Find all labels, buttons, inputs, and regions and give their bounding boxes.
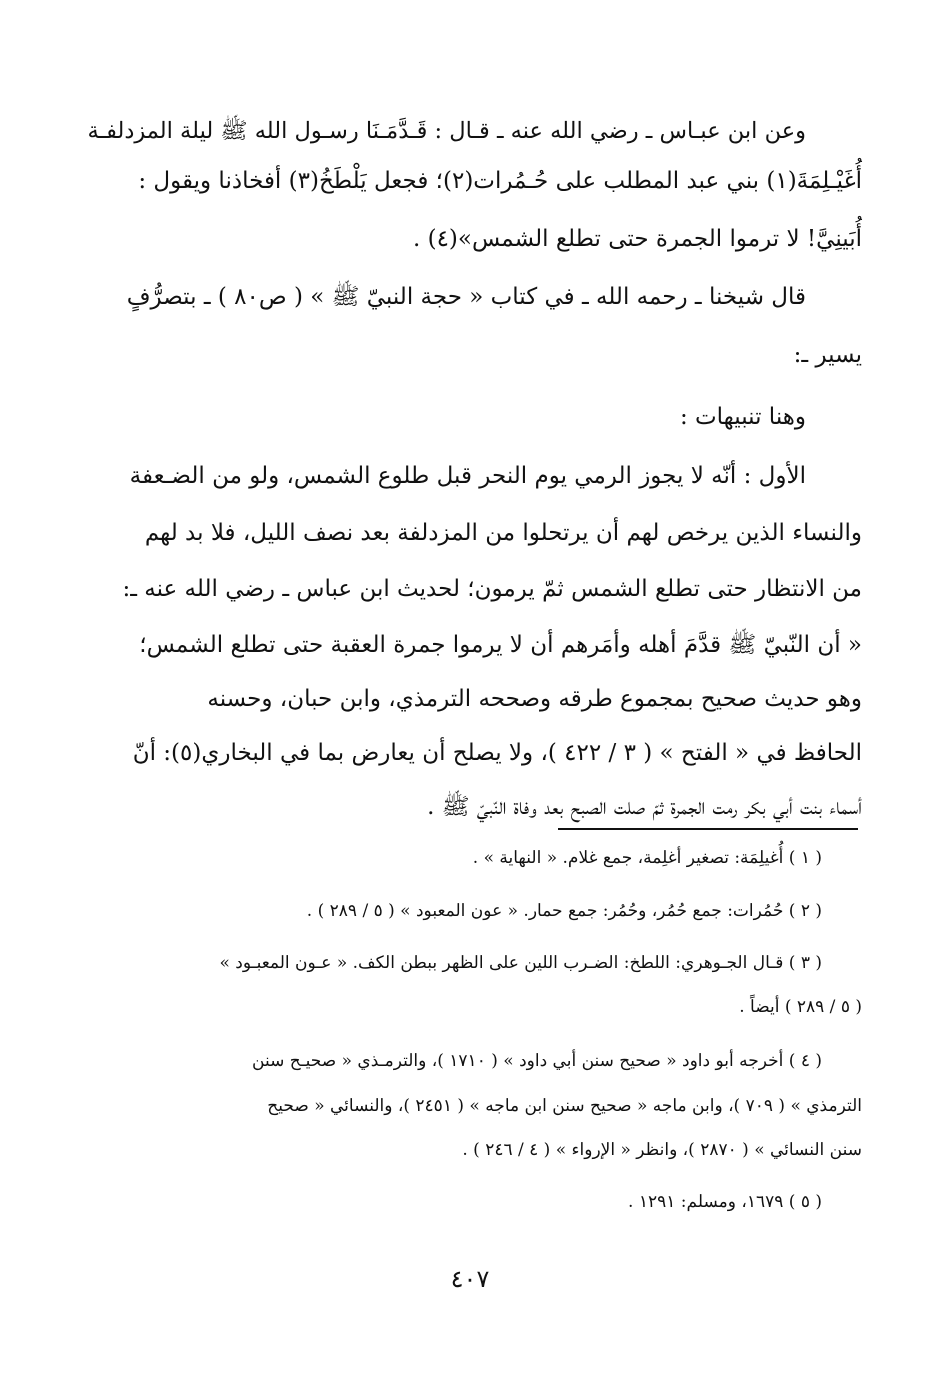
footnote-separator	[558, 828, 858, 830]
section-heading: وهنا تنبيهات :	[679, 404, 806, 430]
body-line-12: الحافظ في « الفتح » ( ٣ / ٤٢٢ )، ولا يصلح أن يعارض بما في البخاري(٥): أنّ	[132, 740, 862, 766]
body-line-7: الأول : أنّه لا يجوز الرمي يوم النحر قبل طلوع الشمس، ولو من الضـعفة	[129, 463, 806, 489]
body-line-10: « أن النّبيّ ﷺ قدَّمَ أهله وأمَرهم أن لا يرموا جمرة العقبة حتى تطلع الشمس؛	[139, 632, 862, 658]
footnote-1: ( ١ ) أُغيلِمَة: تصغير أغلِمة، جمع غلام. « النهاية » .	[472, 848, 822, 868]
body-line-11: وهو حديث صحيح بمجموع طرقه وصححه الترمذي، وابن حبان، وحسنه	[207, 686, 862, 712]
body-line-8: والنساء الذين يرخص لهم أن يرتحلوا من المزدلفة بعد نصف الليل، فلا بد لهم	[144, 520, 862, 546]
footnote-5: ( ٥ ) ١٦٧٩، ومسلم: ١٢٩١ .	[628, 1192, 822, 1212]
footnote-4-line-2: الترمذي » ( ٧٠٩ )، وابن ماجه « صحيح سنن ابن ماجه » ( ٢٤٥١ )، والنسائي « صحيح	[267, 1096, 862, 1116]
footnote-3-line-1: ( ٣ ) قـال الجـوهري: اللطخ: الضـرب اللين على الظهر ببطن الكف. « عـون المعبـود »	[219, 953, 822, 973]
body-line-9: من الانتظار حتى تطلع الشمس ثمّ يرمون؛ لحديث ابن عباس ـ رضي الله عنه ـ:	[122, 576, 862, 602]
footnote-2: ( ٢ ) حُمُرات: جمع حُمُر، وحُمُر: جمع حمار. « عون المعبود » ( ٥ / ٢٨٩ ) .	[306, 901, 822, 921]
body-line-5: يسير ـ:	[793, 342, 862, 368]
footnote-4-line-3: سنن النسائي » ( ٢٨٧٠ )، وانظر « الإرواء » ( ٤ / ٢٤٦ ) .	[462, 1140, 862, 1160]
page-number: ٤٠٧	[450, 1265, 490, 1293]
body-line-3: أُبَينِيَّ! لا ترموا الجمرة حتى تطلع الشمس»(٤) .	[412, 226, 862, 252]
footnote-3-line-2: ( ٥ / ٢٨٩ ) أيضاً .	[739, 997, 862, 1017]
body-line-2: أُغَيْـلِمَةَ(١) بني عبد المطلب على حُـمُرات(٢)؛ فجعل يَلْطَخُ(٣) أفخاذنا ويقول :	[138, 168, 862, 194]
body-line-4: قال شيخنا ـ رحمه الله ـ في كتاب « حجة النبيّ ﷺ » ( ص٨٠ ) ـ بتصرُّفٍ	[126, 284, 806, 310]
body-line-13: أسماء بنت أبي بكر رمت الجمرة ثمّ صلت الصبح بعد وفاة النّبيّ ﷺ .	[427, 794, 862, 820]
body-line-1: وعن ابن عبـاس ـ رضي الله عنه ـ قـال : قَـدَّمَـنَا رسـول الله ﷺ ليلة المزدلفـة	[87, 118, 806, 144]
footnote-4-line-1: ( ٤ ) أخرجه أبو داود « صحيح سنن أبي داود » ( ١٧١٠ )، والترمـذي « صحيـح سنن	[252, 1051, 822, 1071]
